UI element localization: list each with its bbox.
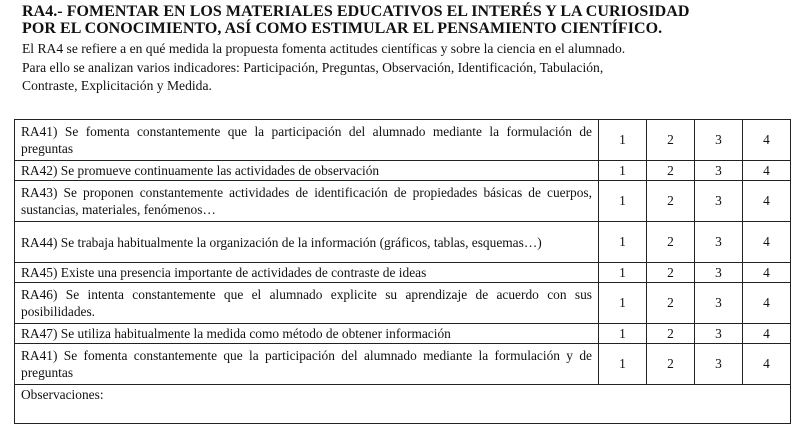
rating-1[interactable]: 1 [599,263,647,283]
rating-3[interactable]: 3 [695,344,743,385]
rating-3[interactable]: 3 [695,263,743,283]
rating-2[interactable]: 2 [647,344,695,385]
rating-3[interactable]: 3 [695,161,743,181]
intro-line-3: Contraste, Explicitación y Medida. [22,78,212,93]
indicator-statement: RA47) Se utiliza habitualmente la medida como método de obtener información [15,324,599,344]
rating-2[interactable]: 2 [647,161,695,181]
table-row [15,181,791,222]
rating-2[interactable]: 2 [647,181,695,222]
indicator-statement: RA43) Se proponen constantemente actividades de identificación de propiedades básicas de cuerpos, sustancias, materiales, fenómenos… [15,181,599,222]
table-row [15,283,791,324]
indicator-statement: RA41) Se fomenta constantemente que la participación del alumnado mediante la formulación de preguntas [15,120,599,161]
rating-4[interactable]: 4 [743,120,791,161]
rating-1[interactable]: 1 [599,283,647,324]
rating-1[interactable]: 1 [599,324,647,344]
heading-line-1: RA4.- FOMENTAR EN LOS MATERIALES EDUCATIVOS EL INTERÉS Y LA CURIOSIDAD [22,3,690,20]
rating-2[interactable]: 2 [647,222,695,263]
intro-line-2: Para ello se analizan varios indicadores: Participación, Preguntas, Observación, Identificación, Tabulación, [22,59,604,75]
indicator-statement: RA42) Se promueve continuamente las actividades de observación [15,161,599,181]
table-row [15,222,791,263]
indicator-statement: RA46) Se intenta constantemente que el alumnado explicite su aprendizaje de acuerdo con sus posibilidades. [15,283,599,324]
rating-2[interactable]: 2 [647,263,695,283]
table-row [15,324,791,344]
table-row [15,161,791,181]
section-heading [22,3,792,37]
rating-4[interactable]: 4 [743,222,791,263]
observations-label: Observaciones: [21,387,104,402]
rating-4[interactable]: 4 [743,344,791,385]
rating-3[interactable]: 3 [695,181,743,222]
rating-1[interactable]: 1 [599,120,647,161]
table-row [15,263,791,283]
intro-line-1: El RA4 se refiere a en qué medida la propuesta fomenta actitudes científicas y sobre la ciencia en el alumnado. [22,41,626,56]
table-row [15,120,791,161]
indicator-statement: RA44) Se trabaja habitualmente la organización de la información (gráficos, tablas, esquemas…) [15,222,599,263]
indicator-statement: RA41) Se fomenta constantemente que la participación del alumnado mediante la formulación y de preguntas [15,344,599,385]
rating-4[interactable]: 4 [743,161,791,181]
rating-table [14,119,791,424]
rating-3[interactable]: 3 [695,120,743,161]
table-row [15,344,791,385]
rating-2[interactable]: 2 [647,324,695,344]
rating-1[interactable]: 1 [599,161,647,181]
intro-paragraph [22,40,782,96]
rating-1[interactable]: 1 [599,344,647,385]
rating-2[interactable]: 2 [647,283,695,324]
rating-3[interactable]: 3 [695,324,743,344]
rating-4[interactable]: 4 [743,181,791,222]
heading-line-2: POR EL CONOCIMIENTO, ASÍ COMO ESTIMULAR EL PENSAMIENTO CIENTÍFICO. [22,20,663,37]
rating-1[interactable]: 1 [599,181,647,222]
rating-4[interactable]: 4 [743,324,791,344]
rating-4[interactable]: 4 [743,283,791,324]
observations-field[interactable] [15,385,791,424]
rating-3[interactable]: 3 [695,222,743,263]
rating-2[interactable]: 2 [647,120,695,161]
observations-row [15,385,791,424]
indicator-statement: RA45) Existe una presencia importante de actividades de contraste de ideas [15,263,599,283]
rating-4[interactable]: 4 [743,263,791,283]
rating-1[interactable]: 1 [599,222,647,263]
rating-3[interactable]: 3 [695,283,743,324]
